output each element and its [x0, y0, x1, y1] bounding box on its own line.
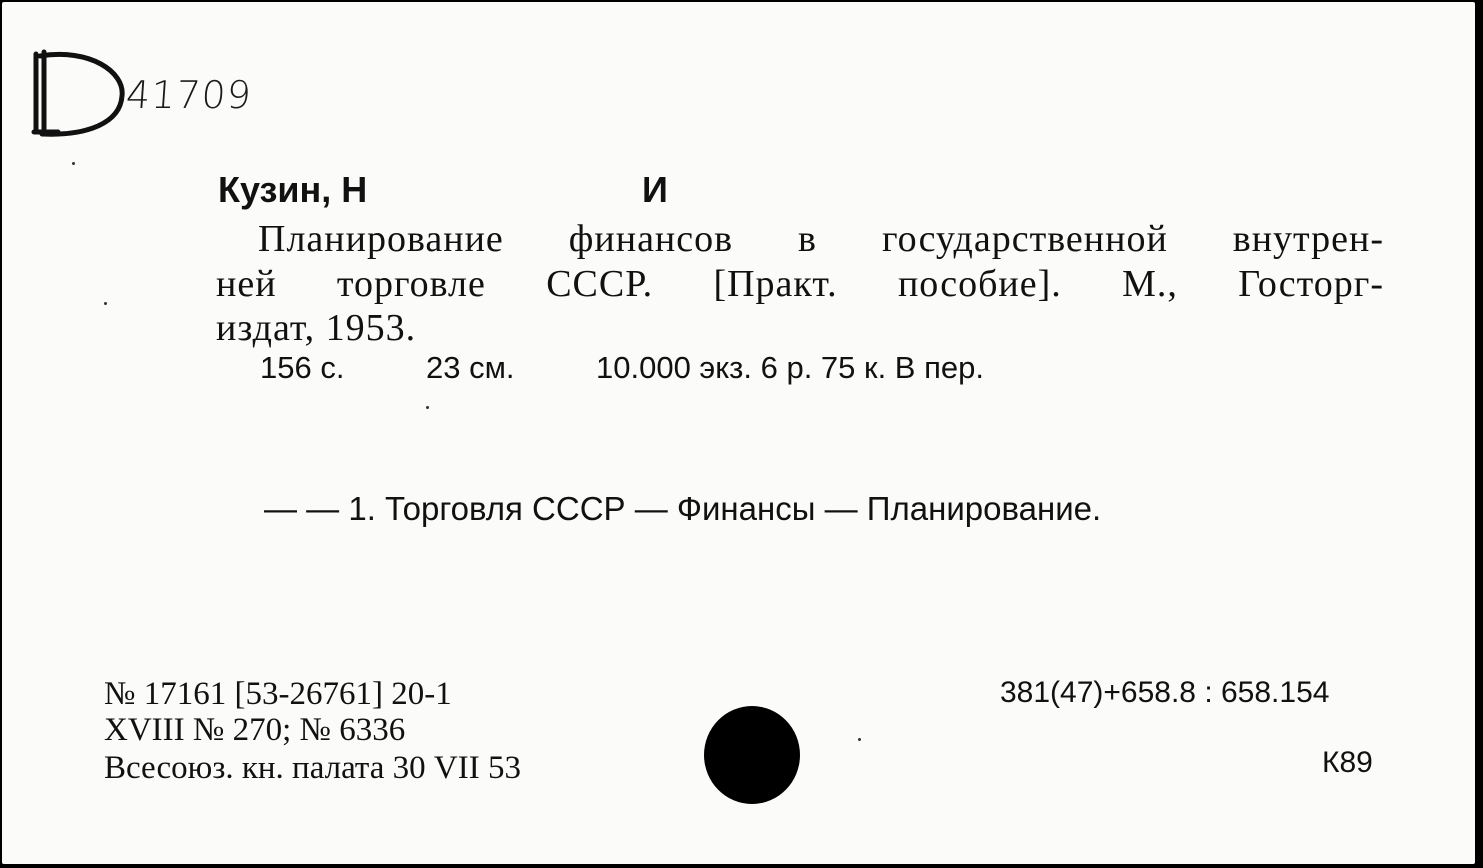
title-line-2: ней торговле СССР. [Практ. пособие]. М., Госторг- — [216, 263, 1384, 305]
chamber-date: Всесоюз. кн. палата 30 VII 53 — [104, 750, 521, 786]
author-mark: К89 — [1322, 746, 1373, 779]
title-line-1: Планирование финансов в государственной внутрен- — [258, 218, 1384, 260]
pages: 156 с. — [260, 350, 345, 385]
punch-hole — [704, 706, 800, 804]
dust-speck — [104, 302, 107, 305]
registration-number: № 17161 [53-26761] 20-1 — [104, 676, 452, 712]
catalog-card — [2, 2, 1475, 864]
dust-speck — [426, 406, 429, 409]
copies-price: 10.000 экз. 6 р. 75 к. В пер. — [596, 350, 984, 385]
author-surname: Кузин, Н — [218, 169, 368, 210]
dust-speck — [72, 162, 75, 165]
handwritten-number: 41709 — [124, 73, 254, 117]
dust-speck — [858, 738, 861, 741]
title-line-3: издат, 1953. — [216, 307, 417, 349]
author-initial: И — [642, 169, 668, 210]
subject-heading: — — 1. Торговля СССР — Финансы — Планирование. — [264, 490, 1102, 527]
size: 23 см. — [426, 350, 515, 385]
classification-index: 381(47)+658.8 : 658.154 — [1000, 676, 1330, 709]
series-number: XVIII № 270; № 6336 — [104, 712, 406, 748]
